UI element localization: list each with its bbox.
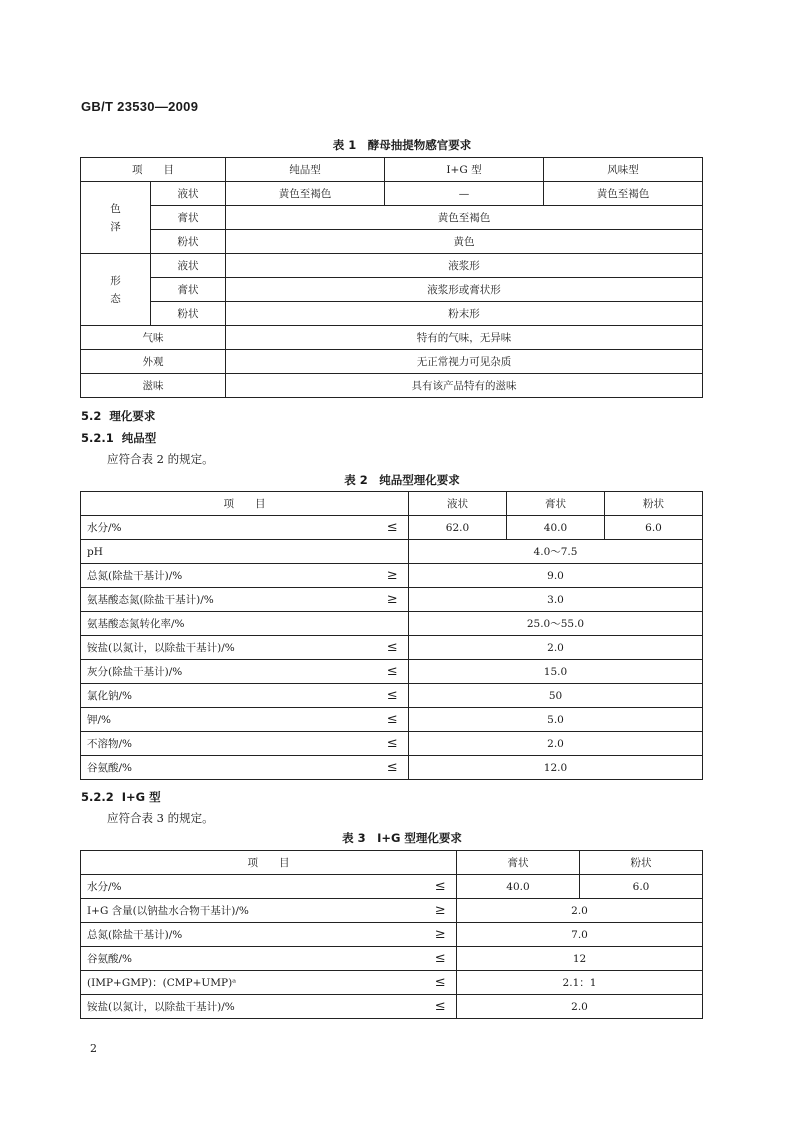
comparison-symbol: ≥: [425, 923, 457, 947]
table-row: [81, 875, 703, 899]
row-label: 氨基酸态氮转化率/%: [81, 612, 377, 636]
row-label: pH: [81, 540, 377, 564]
comparison-symbol: ≤: [425, 947, 457, 971]
cell-value: 25.0～55.0: [409, 612, 703, 636]
table-row: [81, 947, 703, 971]
cell-value: 粉末形: [226, 302, 703, 326]
cell-value: 7.0: [457, 923, 703, 947]
table2-header-item: 项 目: [81, 492, 409, 516]
cell-value: 液浆形或膏状形: [226, 278, 703, 302]
comparison-symbol: ≤: [377, 516, 409, 540]
cell-value: 62.0: [409, 516, 507, 540]
section-5-2-1-heading: 5.2.1 纯品型: [81, 431, 157, 445]
cell-value: 黄色至褐色: [544, 182, 703, 206]
row-label: 铵盐(以氮计，以除盐干基计)/%: [81, 995, 425, 1019]
cell-value: 12.0: [409, 756, 703, 780]
table-row: [81, 636, 703, 660]
table-row: [81, 206, 703, 230]
row-label: 铵盐(以氮计，以除盐干基计)/%: [81, 636, 377, 660]
table-row: [81, 612, 703, 636]
cell-value: 3.0: [409, 588, 703, 612]
cell-value: 4.0～7.5: [409, 540, 703, 564]
table-row: [81, 182, 703, 206]
row-sub-label: 粉状: [151, 302, 226, 326]
cell-value: 2.0: [457, 899, 703, 923]
row-sub-label: 液状: [151, 182, 226, 206]
table-row: [81, 971, 703, 995]
table-row: [81, 899, 703, 923]
table2-header-powder: 粉状: [605, 492, 703, 516]
row-label: 灰分(除盐干基计)/%: [81, 660, 377, 684]
table-row: [81, 350, 703, 374]
table-row: [81, 230, 703, 254]
table2-header-liquid: 液状: [409, 492, 507, 516]
comparison-symbol: ≤: [425, 971, 457, 995]
comparison-symbol: [377, 540, 409, 564]
page-number: 2: [90, 1042, 97, 1055]
table-row: [81, 923, 703, 947]
comparison-symbol: ≤: [425, 875, 457, 899]
cell-value: 黄色至褐色: [226, 206, 703, 230]
cell-value: 特有的气味，无异味: [226, 326, 703, 350]
comparison-symbol: ≤: [425, 995, 457, 1019]
standard-number: GB/T 23530—2009: [81, 99, 199, 114]
cell-value: 5.0: [409, 708, 703, 732]
table1-caption: 表 1 酵母抽提物感官要求: [332, 138, 472, 152]
comparison-symbol: [377, 612, 409, 636]
table2-header-row: [81, 492, 703, 516]
table-row: [81, 756, 703, 780]
cell-value: 无正常视力可见杂质: [226, 350, 703, 374]
row-label: (IMP+GMP)：(CMP+UMP)ᵃ: [81, 971, 425, 995]
comparison-symbol: ≤: [377, 636, 409, 660]
table1-header-row: [81, 158, 703, 182]
table-row: [81, 540, 703, 564]
cell-value: 12: [457, 947, 703, 971]
cell-value: 50: [409, 684, 703, 708]
cell-value: —: [385, 182, 544, 206]
table-row: [81, 374, 703, 398]
table-row: [81, 326, 703, 350]
row-label: 钾/%: [81, 708, 377, 732]
table-row: [81, 588, 703, 612]
row-label: 水分/%: [81, 875, 425, 899]
section-5-2-heading: 5.2 理化要求: [81, 409, 156, 423]
row-sub-label: 液状: [151, 254, 226, 278]
table1-sensory-requirements: [80, 157, 703, 398]
table-row: [81, 995, 703, 1019]
row-label: 总氮(除盐干基计)/%: [81, 923, 425, 947]
comparison-symbol: ≥: [377, 564, 409, 588]
cell-value: 具有该产品特有的滋味: [226, 374, 703, 398]
comparison-symbol: ≤: [377, 660, 409, 684]
comparison-symbol: ≥: [377, 588, 409, 612]
table1-header-item: 项 目: [81, 158, 226, 182]
table2-pure-physicochemical: [80, 491, 703, 780]
table-row: [81, 564, 703, 588]
table-row: [81, 302, 703, 326]
shape-group-label: 形 态: [81, 254, 151, 326]
row-label: 外观: [81, 350, 226, 374]
row-sub-label: 膏状: [151, 206, 226, 230]
table3-header-row: [81, 851, 703, 875]
cell-value: 40.0: [507, 516, 605, 540]
row-label: 滋味: [81, 374, 226, 398]
row-label: 气味: [81, 326, 226, 350]
comparison-symbol: ≤: [377, 684, 409, 708]
section-5-2-2-heading: 5.2.2 I+G 型: [81, 790, 161, 804]
table1-header-flavor: 风味型: [544, 158, 703, 182]
row-label: 总氮(除盐干基计)/%: [81, 564, 377, 588]
table3-header-paste: 膏状: [457, 851, 580, 875]
table-row: [81, 684, 703, 708]
table1-header-ig: I+G 型: [385, 158, 544, 182]
cell-value: 15.0: [409, 660, 703, 684]
section-5-2-2-text: 应符合表 3 的规定。: [107, 811, 214, 825]
table3-ig-physicochemical: [80, 850, 703, 1019]
table2-caption: 表 2 纯品型理化要求: [344, 473, 460, 487]
comparison-symbol: ≤: [377, 732, 409, 756]
cell-value: 2.0: [409, 636, 703, 660]
table-row: [81, 254, 703, 278]
row-label: 不溶物/%: [81, 732, 377, 756]
cell-value: 黄色: [226, 230, 703, 254]
comparison-symbol: ≥: [425, 899, 457, 923]
table-row: [81, 732, 703, 756]
row-label: 谷氨酸/%: [81, 947, 425, 971]
row-label: 氨基酸态氮(除盐干基计)/%: [81, 588, 377, 612]
cell-value: 2.0: [409, 732, 703, 756]
table-row: [81, 278, 703, 302]
table1-header-pure: 纯品型: [226, 158, 385, 182]
table-row: [81, 660, 703, 684]
table2-header-paste: 膏状: [507, 492, 605, 516]
cell-value: 2.1：1: [457, 971, 703, 995]
section-5-2-1-text: 应符合表 2 的规定。: [107, 452, 214, 466]
row-sub-label: 粉状: [151, 230, 226, 254]
cell-value: 9.0: [409, 564, 703, 588]
comparison-symbol: ≤: [377, 708, 409, 732]
table3-header-item: 项 目: [81, 851, 457, 875]
cell-value: 液浆形: [226, 254, 703, 278]
row-label: 氯化钠/%: [81, 684, 377, 708]
table3-header-powder: 粉状: [580, 851, 703, 875]
table-row: [81, 708, 703, 732]
row-label: 水分/%: [81, 516, 377, 540]
cell-value: 黄色至褐色: [226, 182, 385, 206]
row-label: 谷氨酸/%: [81, 756, 377, 780]
cell-value: 6.0: [605, 516, 703, 540]
table3-caption: 表 3 I+G 型理化要求: [342, 831, 462, 845]
row-sub-label: 膏状: [151, 278, 226, 302]
table-row: [81, 516, 703, 540]
row-label: I+G 含量(以钠盐水合物干基计)/%: [81, 899, 425, 923]
cell-value: 2.0: [457, 995, 703, 1019]
color-group-label: 色 泽: [81, 182, 151, 254]
cell-value: 40.0: [457, 875, 580, 899]
cell-value: 6.0: [580, 875, 703, 899]
comparison-symbol: ≤: [377, 756, 409, 780]
